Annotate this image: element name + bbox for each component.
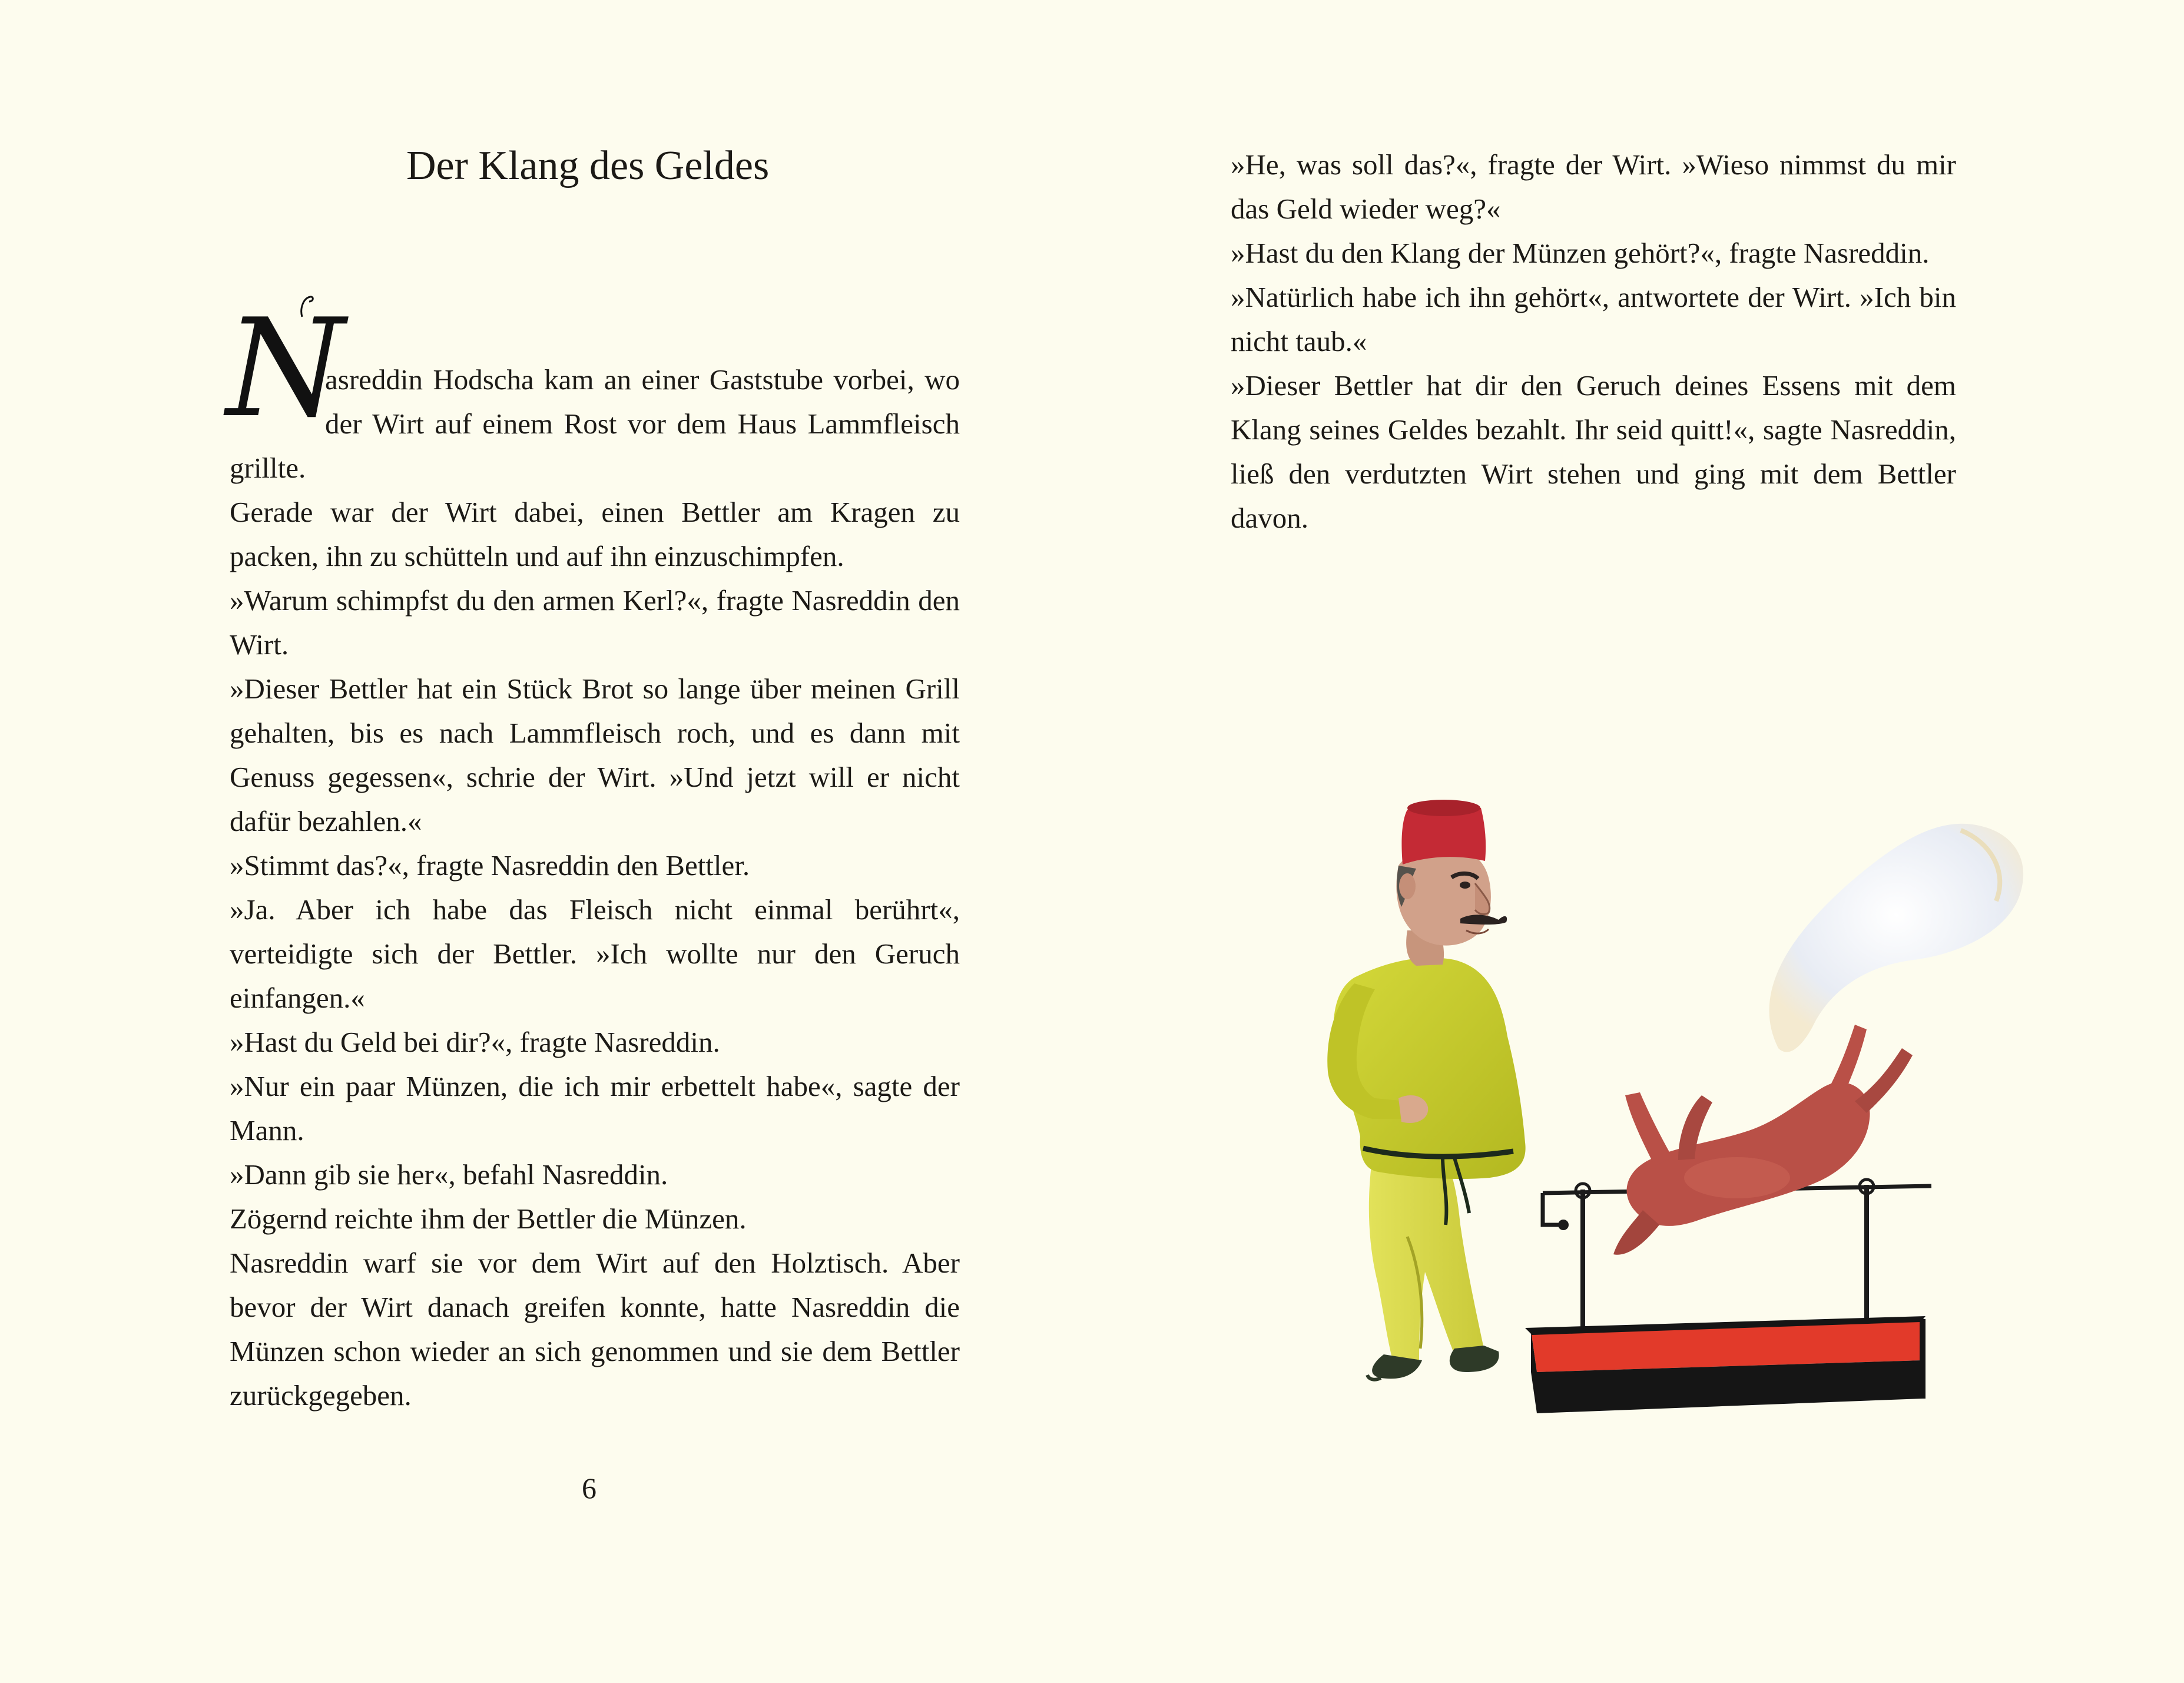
right-text-column (1231, 143, 1956, 540)
paragraph: »Warum schimpfst du den armen Kerl?«, fragte Nasreddin den Wirt. (230, 584, 960, 661)
chapter-title: Der Klang des Geldes (406, 143, 770, 188)
paragraph: Zögernd reichte ihm der Bettler die Münzen. (230, 1202, 747, 1235)
paragraph: Nasreddin warf sie vor dem Wirt auf den Holztisch. Aber bevor der Wirt danach greifen konnte, hatte Nasreddin die Münzen schon wieder an sich genommen und sie dem Bettler zurückgegeben. (230, 1247, 960, 1412)
paragraph: »Stimmt das?«, fragte Nasreddin den Bettler. (230, 849, 750, 882)
paragraph: »Dann gib sie her«, befahl Nasreddin. (230, 1158, 668, 1191)
smoke-cloud (1769, 824, 2023, 1052)
paragraph-text: asreddin Hodscha kam an einer Gaststube vorbei, wo der Wirt auf einem Rost vor dem Haus Lammfleisch grillte. (230, 363, 960, 484)
paragraph: »Ja. Aber ich habe das Fleisch nicht einmal berührt«, verteidigte sich der Bettler. »Ich wollte nur den Geruch einfangen.« (230, 893, 960, 1014)
grill-box (1525, 1316, 1926, 1413)
drop-cap-flourish (297, 294, 315, 318)
paragraph: »Nur ein paar Münzen, die ich mir erbettelt habe«, sagte der Mann. (230, 1070, 960, 1147)
innkeeper-figure (1327, 800, 1525, 1380)
paragraph: Gerade war der Wirt dabei, einen Bettler am Kragen zu packen, ihn zu schütteln und auf ihn einzuschimpfen. (230, 496, 960, 572)
page-number: 6 (582, 1472, 596, 1505)
paragraph: »Natürlich habe ich ihn gehört«, antwortete der Wirt. »Ich bin nicht taub.« (1231, 281, 1956, 357)
left-text-column (226, 290, 960, 1417)
paragraph: »Dieser Bettler hat dir den Geruch deines Essens mit dem Klang seines Geldes bezahlt. Ihr seid quitt!«, sagte Nasreddin, ließ den verdutzten Wirt stehen und ging mit dem Bettler davon. (1231, 369, 1956, 534)
innkeeper-grill-illustration (1266, 707, 2049, 1425)
paragraph: »He, was soll das?«, fragte der Wirt. »Wieso nimmst du mir das Geld wieder weg?« (1231, 148, 1956, 225)
paragraph: »Hast du den Klang der Münzen gehört?«, fragte Nasreddin. (1231, 237, 1930, 269)
paragraph: »Dieser Bettler hat ein Stück Brot so lange über meinen Grill gehalten, bis es nach Lammfleisch roch, und es dann mit Genuss gegessen«, schrie der Wirt. »Und jetzt will er nicht dafür bezahlen.« (230, 672, 960, 837)
drop-cap: N (226, 290, 345, 448)
paragraph: »Hast du Geld bei dir?«, fragte Nasreddin. (230, 1026, 720, 1058)
paragraph (226, 290, 960, 490)
